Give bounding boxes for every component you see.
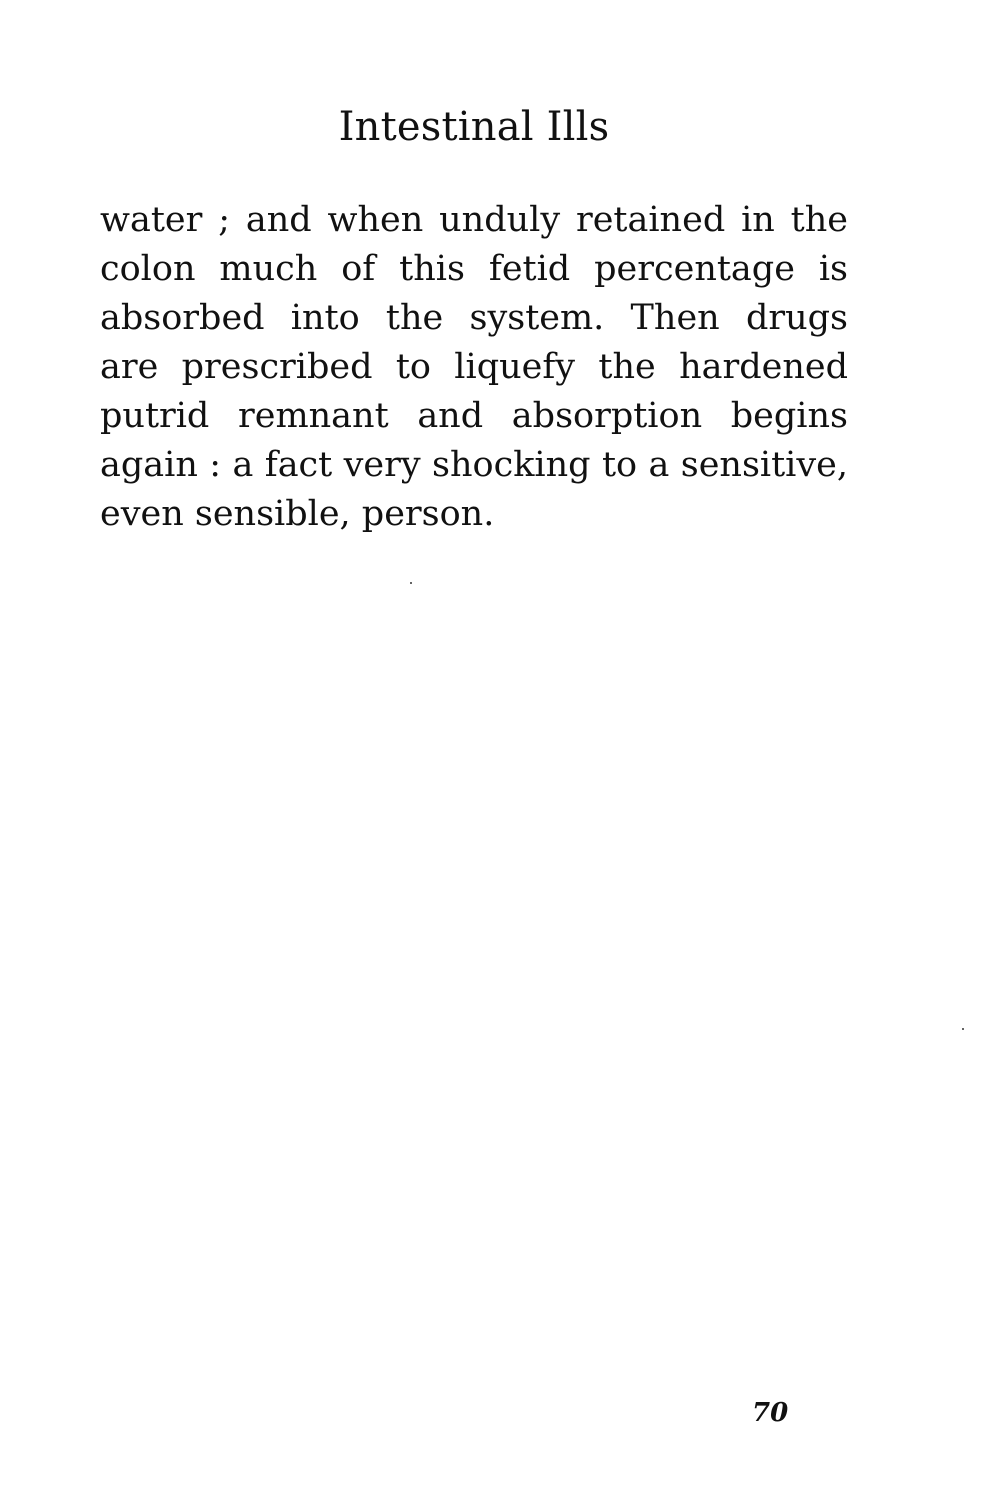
text-line: again : a fact very shocking to a sensitive, bbox=[100, 445, 848, 485]
text-line: even sensible, person. bbox=[100, 494, 495, 534]
text-line: putrid remnant and absorption begins bbox=[100, 396, 848, 436]
body-paragraph bbox=[100, 196, 848, 539]
text-line: absorbed into the system. Then drugs bbox=[100, 298, 848, 338]
page-number: 70 bbox=[752, 1398, 789, 1428]
paper-speck bbox=[410, 582, 412, 584]
paper-speck bbox=[962, 1028, 964, 1030]
running-head: Intestinal Ills bbox=[338, 104, 610, 150]
text-line: water ; and when unduly retained in the bbox=[100, 200, 848, 240]
text-line: are prescribed to liquefy the hardened bbox=[100, 347, 848, 387]
text-line: colon much of this fetid percentage is bbox=[100, 249, 848, 289]
